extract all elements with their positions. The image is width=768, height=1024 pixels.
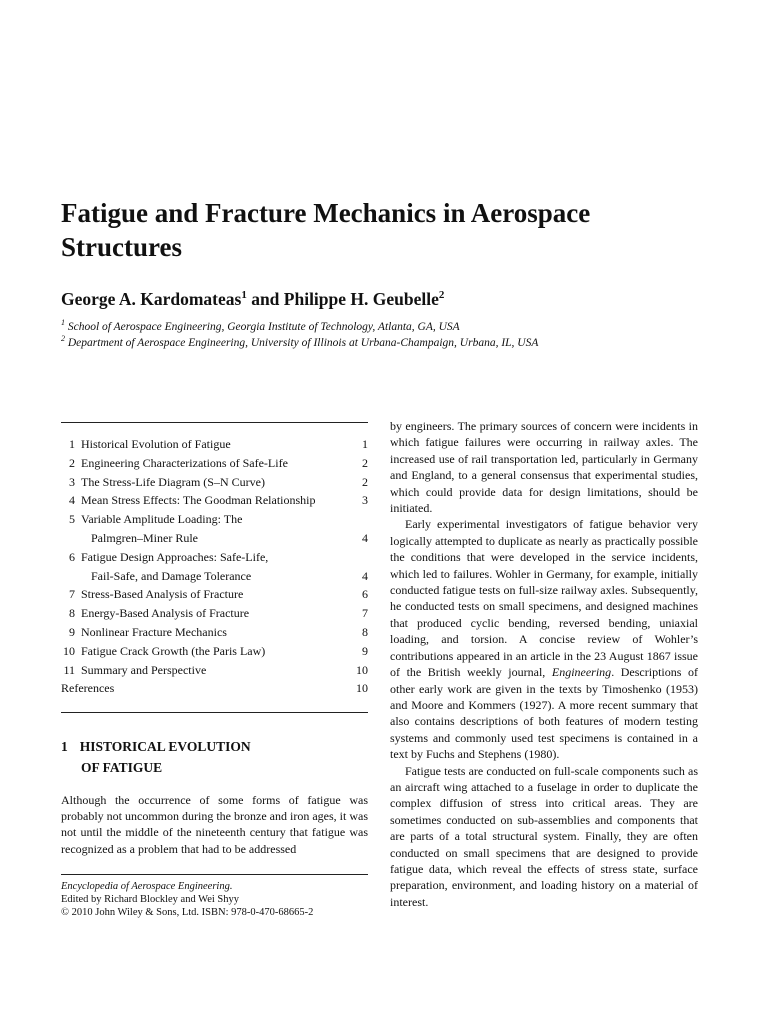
toc-item-title: Historical Evolution of Fatigue <box>81 437 231 451</box>
section-1-heading-line1 <box>61 736 368 757</box>
toc-item-number: 6 <box>69 549 75 564</box>
toc-item-title-cont: Palmgren–Miner Rule <box>91 530 198 545</box>
toc-item-page: 3 <box>362 493 368 508</box>
toc-references-label: References <box>61 681 115 696</box>
toc-item[interactable] <box>61 435 368 454</box>
author-2: Philippe H. Geubelle <box>283 289 439 309</box>
paper-title: Fatigue and Fracture Mechanics in Aerospace Structures <box>61 198 591 262</box>
toc-item-number: 11 <box>63 662 75 677</box>
section-title: HISTORICAL EVOLUTION <box>79 739 251 754</box>
footnote <box>61 880 368 919</box>
paragraph-2 <box>390 516 698 762</box>
toc-item[interactable] <box>61 454 368 473</box>
toc-item-number: 10 <box>63 643 75 658</box>
affiliation-1-mark: 1 <box>61 318 65 327</box>
section-number: 1 <box>61 739 68 754</box>
toc-references-page: 10 <box>356 681 368 696</box>
toc-item-page: 10 <box>356 662 368 677</box>
toc-item-page: 4 <box>362 568 368 583</box>
author-line <box>61 289 701 310</box>
table-of-contents <box>61 422 368 713</box>
toc-item-number: 1 <box>69 437 75 451</box>
toc-references[interactable] <box>61 679 368 698</box>
toc-item-title: Nonlinear Fracture Mechanics <box>81 624 227 639</box>
section-1-heading-line2: OF FATIGUE <box>81 760 163 775</box>
toc-item-number: 7 <box>69 587 75 602</box>
paragraph-1: by engineers. The primary sources of concern were incidents in which fatigue failures were occurring in railway axles. The increased use of rail transportation led, particularly in Germany and England, to a general consensus that experimental studies, which could provide data for design limitations, should be initiated. <box>390 419 698 516</box>
toc-item-page: 4 <box>362 530 368 545</box>
toc-item-number: 9 <box>69 624 75 639</box>
toc-item-number: 4 <box>69 493 75 508</box>
toc-item[interactable] <box>61 604 368 623</box>
author-2-affiliation-mark: 2 <box>438 289 445 302</box>
toc-item[interactable] <box>61 510 368 529</box>
toc-item-page: 7 <box>362 606 368 621</box>
toc-item-title: Fatigue Design Approaches: Safe-Life, <box>81 549 269 564</box>
affiliation-2 <box>61 332 741 350</box>
author-1-affiliation-mark: 1 <box>241 289 247 302</box>
toc-item-title: Fatigue Crack Growth (the Paris Law) <box>81 643 266 658</box>
toc-item-number: 2 <box>69 455 75 470</box>
toc-top-rule <box>61 422 368 423</box>
toc-list <box>61 435 368 698</box>
paragraph-2-part-1: Early experimental investigators of fatigue behavior very logically attempted to duplicate as nearly as practically possible the conditions that were developed in the service incidents, which led to failures. Wohler in Germany, for example, initially conducted fatigue tests on full-size railway axles. Subsequently, he conducted tests on small specimens, and designed machines that produced cyclic bending, reversed bending, uniaxial loading, and torsion. A concise review of Wohler’s contributions appeared in an article in the 23 August 1867 issue of the British weekly journal, <box>390 517 698 680</box>
toc-item-title-cont: Fail-Safe, and Damage Tolerance <box>91 568 252 583</box>
toc-item-page: 2 <box>362 474 368 489</box>
toc-item-continuation[interactable] <box>61 567 368 586</box>
toc-item-title: Energy-Based Analysis of Fracture <box>81 606 250 621</box>
affiliation-2-text: Department of Aerospace Engineering, University of Illinois at Urbana-Champaign, Urbana, IL, USA <box>67 336 539 349</box>
toc-item[interactable] <box>61 473 368 492</box>
toc-item[interactable] <box>61 642 368 661</box>
toc-item[interactable] <box>61 548 368 567</box>
toc-item-continuation[interactable] <box>61 529 368 548</box>
toc-item-title: Mean Stress Effects: The Goodman Relationship <box>81 493 316 508</box>
section-1-paragraph: Although the occurrence of some forms of fatigue was probably not uncommon during the bronze and iron ages, it was not until the middle of the nineteenth century that fatigue was recognized as a problem that had to be addressed <box>61 793 368 856</box>
footnote-copyright: © 2010 John Wiley & Sons, Ltd. ISBN: 978-0-470-68665-2 <box>61 907 314 918</box>
section-1-heading <box>61 736 368 778</box>
toc-item-page: 1 <box>362 437 368 451</box>
toc-item-title: Variable Amplitude Loading: The <box>81 512 243 527</box>
toc-item-page: 2 <box>362 455 368 470</box>
toc-item-title: Engineering Characterizations of Safe-Life <box>81 455 288 470</box>
author-conjunction: and <box>246 289 284 309</box>
toc-item-title: Summary and Perspective <box>81 662 207 677</box>
toc-item-title: Stress-Based Analysis of Fracture <box>81 587 244 602</box>
journal-name: Engineering <box>551 665 612 680</box>
footnote-encyclopedia: Encyclopedia of Aerospace Engineering. <box>61 881 233 892</box>
paragraph-2-part-2: . Descriptions of other early work are given in the texts by Timoshenko (1953) and Moore and Kommers (1927). A more recent summary that also contains descriptions of both features of modern testing systems and commonly used test specimens is contained in a text by Fuchs and Stephens (1980). <box>390 665 698 762</box>
paragraph-3: Fatigue tests are conducted on full-scale components such as an aircraft wing attached to a fuselage in order to duplicate the complex diffusion of stress into critical areas. They are sometimes conducted on sub-assemblies and components that are parts of a total structural system. Finally, they are often conducted on small specimens that are designed to provide fatigue data, which reveal the effects of stress state, surface preparation, environment, and loading history on a material of interest. <box>390 763 698 909</box>
toc-item[interactable] <box>61 661 368 680</box>
toc-item-page: 6 <box>362 587 368 602</box>
affiliation-1-text: School of Aerospace Engineering, Georgia Institute of Technology, Atlanta, GA, USA <box>67 320 460 333</box>
toc-item-number: 3 <box>69 474 75 489</box>
author-1: George A. Kardomateas <box>61 289 242 309</box>
toc-item-page: 9 <box>362 643 368 658</box>
toc-item-number: 8 <box>69 606 75 621</box>
toc-bottom-rule <box>61 712 368 713</box>
toc-item-page: 8 <box>362 624 368 639</box>
toc-item[interactable] <box>61 585 368 604</box>
right-column <box>390 418 698 910</box>
toc-item[interactable] <box>61 623 368 642</box>
toc-item-number: 5 <box>69 512 75 527</box>
toc-item-title: The Stress-Life Diagram (S–N Curve) <box>81 474 265 489</box>
footnote-editors: Edited by Richard Blockley and Wei Shyy <box>61 894 240 905</box>
affiliation-2-mark: 2 <box>61 334 65 343</box>
footnote-rule <box>61 874 368 875</box>
toc-item[interactable] <box>61 491 368 510</box>
